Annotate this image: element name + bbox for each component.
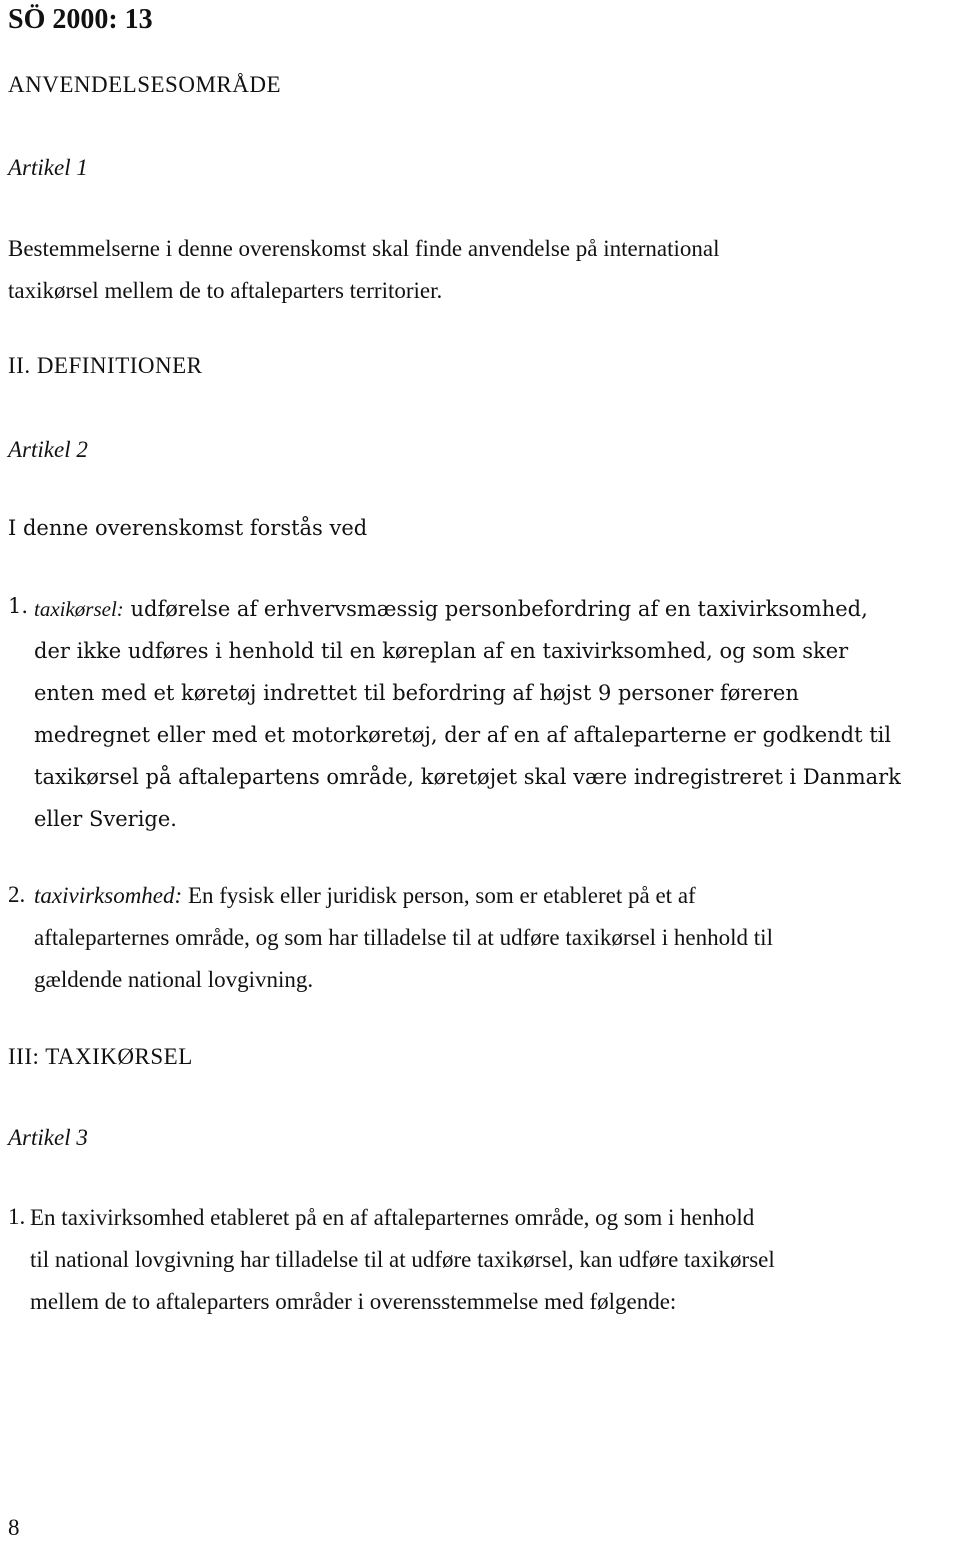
section-heading-definitioner: II. DEFINITIONER [8, 353, 203, 378]
definition-term: taxikørsel: [34, 597, 124, 621]
definition-1-number: 1. [8, 594, 29, 618]
text-line: mellem de to aftaleparters områder i overensstemmelse med følgende: [30, 1289, 677, 1314]
section-heading-taxikoersel: III: TAXIKØRSEL [8, 1044, 193, 1069]
text-line: enten med et køretøj indrettet til befordring af højst 9 personer føreren [34, 681, 799, 705]
article-2-title: Artikel 2 [8, 437, 88, 462]
definition-1-first-line: taxikørsel: udførelse af erhvervsmæssig personbefordring af en taxivirksomhed, [34, 597, 868, 621]
text-line: medregnet eller med et motorkøretøj, der af en af aftaleparterne er godkendt til [34, 723, 892, 747]
text-line: gældende national lovgivning. [34, 967, 314, 992]
text-line: aftaleparternes område, og som har tilladelse til at udføre taxikørsel i henhold til [34, 925, 773, 950]
definition-2-taxivirksomhed [34, 875, 773, 1001]
text-line: eller Sverige. [34, 807, 177, 831]
text-line: En taxivirksomhed etableret på en af aftaleparternes område, og som i henhold [30, 1205, 755, 1230]
text-line: Bestemmelserne i denne overenskomst skal finde anvendelse på international [8, 236, 720, 261]
article-3-title: Artikel 3 [8, 1125, 88, 1150]
section-heading-anvendelsesomraade: ANVENDELSESOMRÅDE [8, 72, 281, 97]
article-1-title: Artikel 1 [8, 155, 88, 180]
text-line: der ikke udføres i henhold til en køreplan af en taxivirksomhed, og som sker [34, 639, 849, 663]
article-2-intro: I denne overenskomst forstås ved [8, 516, 368, 540]
definition-2-number: 2. [8, 882, 26, 907]
article-3-paragraph-1 [30, 1197, 775, 1323]
article-1-text [8, 228, 720, 312]
document-reference: SÖ 2000: 13 [8, 4, 153, 35]
article-3-paragraph-number: 1. [8, 1204, 26, 1229]
definition-2-first-line: taxivirksomhed: En fysisk eller juridisk person, som er etableret på et af [34, 883, 696, 908]
text-line: taxikørsel mellem de to aftaleparters territorier. [8, 278, 443, 303]
text-line: til national lovgivning har tilladelse til at udføre taxikørsel, kan udføre taxikørsel [30, 1247, 775, 1272]
definition-1-taxikoersel [34, 588, 901, 840]
page-number: 8 [8, 1515, 20, 1540]
definition-term: taxivirksomhed: [34, 883, 183, 908]
text-line: taxikørsel på aftalepartens område, køretøjet skal være indregistreret i Danmark [34, 765, 901, 789]
